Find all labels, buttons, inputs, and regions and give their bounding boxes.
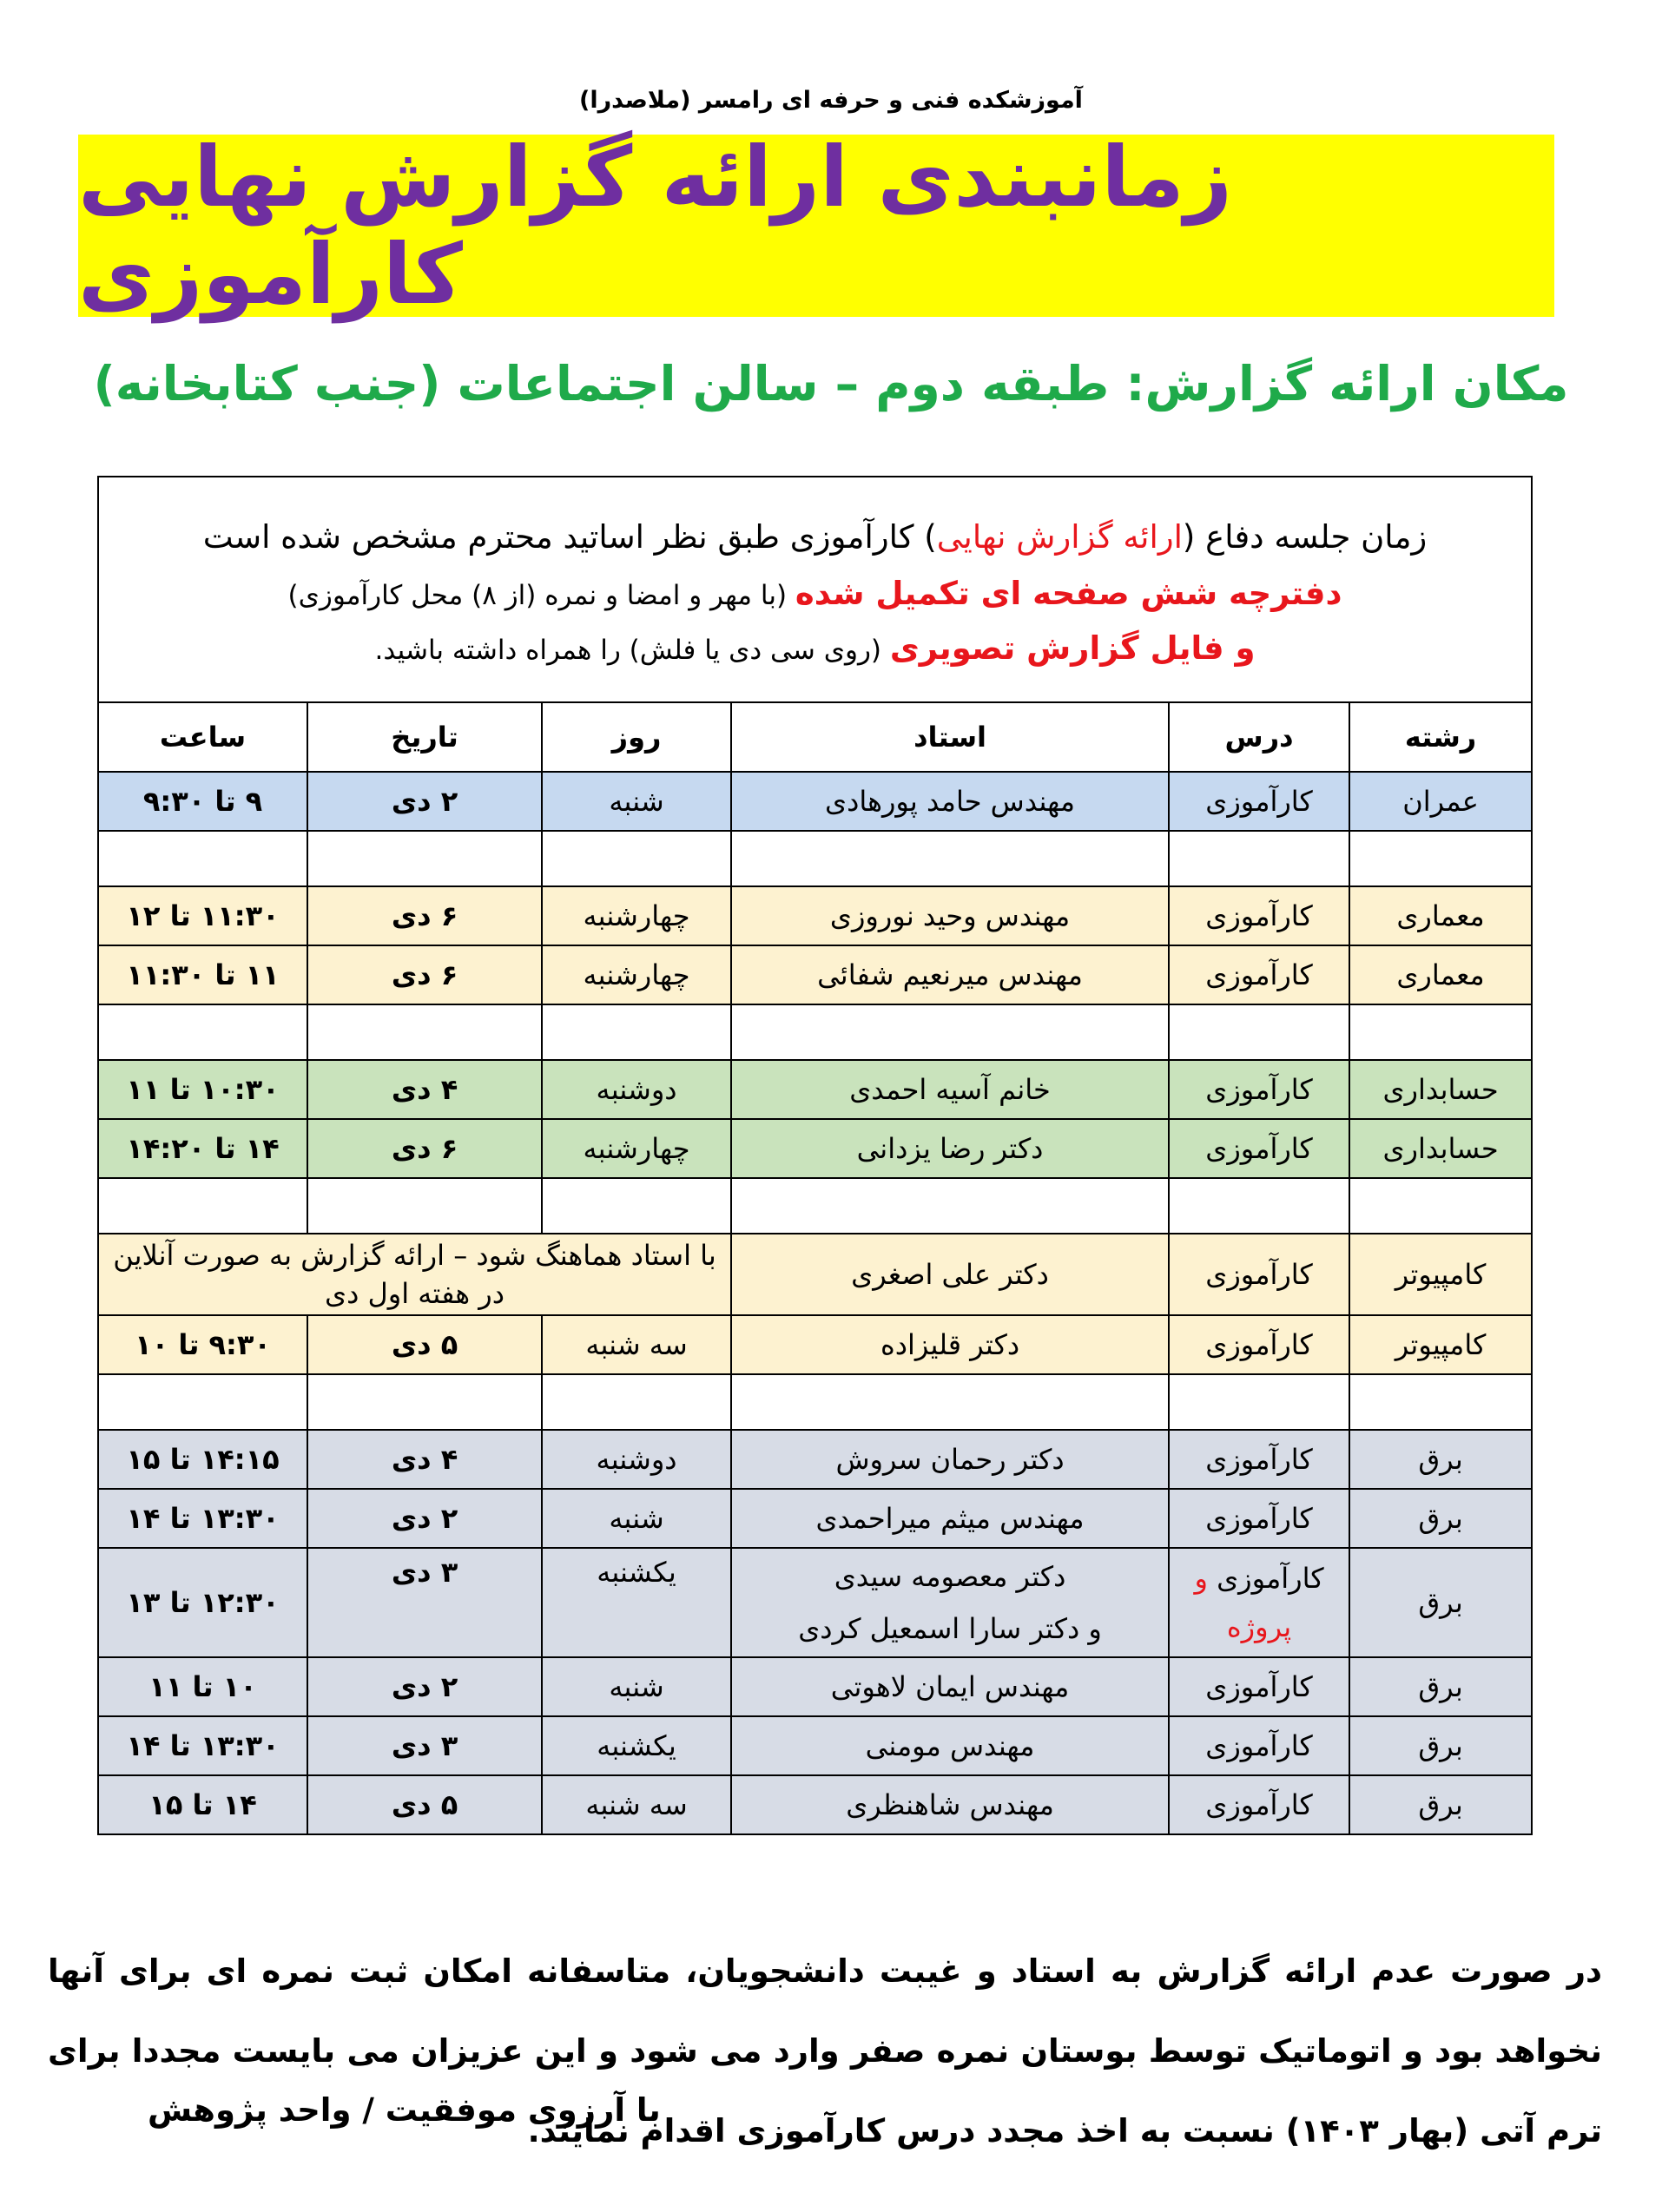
table-row: معماری کارآموزی مهندس میرنعیم شفائی چهارشنبه ۶ دی ۱۱ تا ۱۱:۳۰: [98, 945, 1532, 1004]
signature: با آرزوی موفقیت / واحد پژوهش: [148, 2091, 661, 2129]
intro-box: [98, 477, 1532, 702]
instructor-cell: دکتر معصومه سیدی و دکتر سارا اسمعیل کردی: [731, 1548, 1169, 1657]
header-day: روز: [542, 702, 731, 772]
table-row: حسابداری کارآموزی دکتر رضا یزدانی چهارشنبه ۶ دی ۱۴ تا ۱۴:۲۰: [98, 1119, 1532, 1178]
header-time: ساعت: [98, 702, 307, 772]
header-date: تاریخ: [307, 702, 542, 772]
header-instructor: استاد: [731, 702, 1169, 772]
intro-line-3: و فایل گزارش تصویری (روی سی دی یا فلش) را همراه داشته باشید.: [374, 629, 1256, 667]
schedule-table: [97, 476, 1533, 1835]
intro-line-2: دفترچه شش صفحه ای تکمیل شده (با مهر و امضا و نمره (از ۸) محل کارآموزی): [287, 574, 1342, 612]
location-line: مکان ارائه گزارش: طبقه دوم – سالن اجتماعات (جنب کتابخانه): [93, 356, 1569, 411]
header-course: درس: [1169, 702, 1349, 772]
note-cell: با استاد هماهنگ شود – ارائه گزارش به صورت آنلاین در هفته اول دی: [98, 1234, 731, 1315]
page-title: زمانبندی ارائه گزارش نهایی کارآموزی: [78, 135, 1554, 317]
table-row: برق کارآموزی مهندس میثم میراحمدی شنبه ۲ دی ۱۳:۳۰ تا ۱۴: [98, 1489, 1532, 1548]
table-row: برق کارآموزی دکتر رحمان سروش دوشنبه ۴ دی ۱۴:۱۵ تا ۱۵: [98, 1430, 1532, 1489]
table-row: برق کارآموزی مهندس شاهنظری سه شنبه ۵ دی ۱۴ تا ۱۵: [98, 1775, 1532, 1834]
table-row: برق کارآموزی مهندس مومنی یکشنبه ۳ دی ۱۳:۳۰ تا ۱۴: [98, 1716, 1532, 1775]
table-row: برق کارآموزی و پروژه دکتر معصومه سیدی و دکتر سارا اسمعیل کردی یکشنبه ۳ دی ۱۲:۳۰ تا ۱۳: [98, 1548, 1532, 1657]
table-row: عمران کارآموزی مهندس حامد پورهادی شنبه ۲ دی ۹ تا ۹:۳۰: [98, 772, 1532, 831]
footer-note: در صورت عدم ارائه گزارش به استاد و غیبت دانشجویان، متاسفانه امکان ثبت نمره ای برای آنها نخواهد بود و اتوماتیک توسط بوستان نمره صفر وارد می شود و این عزیزان می بایست مجددا برای ترم آتی (بهار ۱۴۰۳) نسبت به اخذ مجدد درس کارآموزی اقدام نمایند.: [48, 1952, 1602, 2149]
blank-row: [98, 1178, 1532, 1234]
header-field: رشته: [1349, 702, 1532, 772]
table-row: کامپیوتر کارآموزی دکتر قلیزاده سه شنبه ۵ دی ۹:۳۰ تا ۱۰: [98, 1315, 1532, 1374]
table-row: کامپیوتر کارآموزی دکتر علی اصغری با استاد هماهنگ شود – ارائه گزارش به صورت آنلاین در هفته اول دی: [98, 1234, 1532, 1315]
intro-line-1: زمان جلسه دفاع (ارائه گزارش نهایی) کارآموزی طبق نظر اساتید محترم مشخص شده است: [202, 517, 1428, 556]
blank-row: [98, 831, 1532, 886]
table-row: برق کارآموزی مهندس ایمان لاهوتی شنبه ۲ دی ۱۰ تا ۱۱: [98, 1657, 1532, 1716]
institute-name: آموزشکده فنی و حرفه ای رامسر (ملاصدرا): [579, 87, 1083, 114]
blank-row: [98, 1374, 1532, 1430]
table-row: حسابداری کارآموزی خانم آسیه احمدی دوشنبه ۴ دی ۱۰:۳۰ تا ۱۱: [98, 1060, 1532, 1119]
table-header: [98, 702, 1532, 772]
course-cell: کارآموزی و پروژه: [1169, 1548, 1349, 1657]
blank-row: [98, 1004, 1532, 1060]
table-row: معماری کارآموزی مهندس وحید نوروزی چهارشنبه ۶ دی ۱۱:۳۰ تا ۱۲: [98, 886, 1532, 945]
